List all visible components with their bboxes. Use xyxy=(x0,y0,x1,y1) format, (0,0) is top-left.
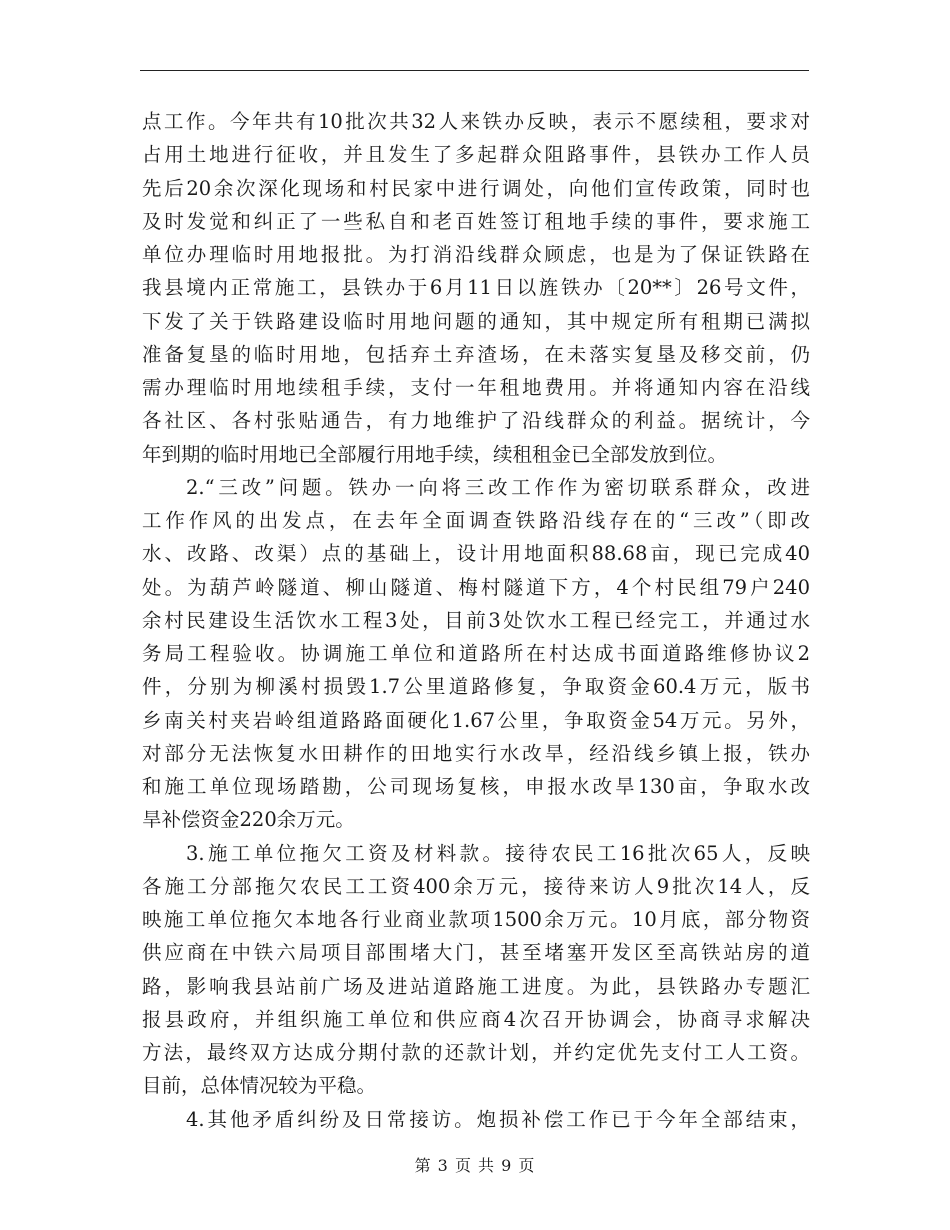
text-line: 点工作。今年共有10批次共32人来铁办反映，表示不愿续租，要求对 xyxy=(142,110,810,133)
text-line: 4.其他矛盾纠纷及日常接访。炮损补偿工作已于今年全部结束， xyxy=(186,1107,810,1131)
text-line: 映施工单位拖欠本地各行业商业款项1500余万元。10月底，部分物资 xyxy=(142,908,810,931)
text-line: 方法，最终双方达成分期付款的还款计划，并约定优先支付工人工资。 xyxy=(142,1041,810,1064)
text-line: 务局工程验收。协调施工单位和道路所在村达成书面道路维修协议2 xyxy=(142,642,810,665)
text-line: 准备复垦的临时用地，包括弃土弃渣场，在未落实复垦及移交前，仍 xyxy=(142,342,810,366)
text-line: 件，分别为柳溪村损毁1.7公里道路修复，争取资金60.4万元，版书 xyxy=(142,675,810,699)
text-line: 各施工分部拖欠农民工工资400余万元，接待来访人9批次14人，反 xyxy=(142,874,810,898)
text-line: 需办理临时用地续租手续，支付一年租地费用。并将通知内容在沿线 xyxy=(142,376,810,399)
page-footer: 第 3 页 共 9 页 xyxy=(414,1156,536,1175)
text-line: 水、改路、改渠）点的基础上，设计用地面积88.68亩，现已完成40 xyxy=(142,542,810,566)
text-line: 路，影响我县站前广场及进站道路施工进度。为此，县铁路办专题汇 xyxy=(142,974,810,998)
text-line: 余村民建设生活饮水工程3处，目前3处饮水工程已经完工，并通过水 xyxy=(142,608,810,632)
text-line: 对部分无法恢复水田耕作的田地实行水改旱，经沿线乡镇上报，铁办 xyxy=(142,741,810,765)
text-line: 供应商在中铁六局项目部围堵大门，甚至堵塞开发区至高铁站房的道 xyxy=(142,941,810,965)
text-line: 2.“三改”问题。铁办一向将三改工作作为密切联系群众，改进 xyxy=(186,475,810,499)
text-line: 目前，总体情况较为平稳。 xyxy=(142,1074,377,1098)
text-line: 下发了关于铁路建设临时用地问题的通知，其中规定所有租期已满拟 xyxy=(142,309,810,333)
text-line: 处。为葫芦岭隧道、柳山隧道、梅村隧道下方，4个村民组79户240 xyxy=(142,575,810,599)
header-rule xyxy=(140,70,809,71)
text-line: 先后20余次深化现场和村民家中进行调处，向他们宣传政策，同时也 xyxy=(142,176,810,200)
document-body xyxy=(142,105,810,1136)
text-line: 报县政府，并组织施工单位和供应商4次召开协调会，协商寻求解决 xyxy=(142,1007,810,1031)
text-line: 占用土地进行征收，并且发生了多起群众阻路事件，县铁办工作人员 xyxy=(142,143,810,167)
text-line: 3.施工单位拖欠工资及材料款。接待农民工16批次65人，反映 xyxy=(186,841,810,865)
text-line: 及时发觉和纠正了一些私自和老百姓签订租地手续的事件，要求施工 xyxy=(142,209,810,233)
text-line: 乡南关村夹岩岭组道路路面硬化1.67公里，争取资金54万元。另外， xyxy=(142,708,810,732)
text-line: 和施工单位现场踏勘，公司现场复核，申报水改旱130亩，争取水改 xyxy=(142,775,810,798)
text-line: 单位办理临时用地报批。为打消沿线群众顾虑，也是为了保证铁路在 xyxy=(142,243,810,266)
text-line: 旱补偿资金220余万元。 xyxy=(142,808,355,832)
text-line: 我县境内正常施工，县铁办于6月11日以旌铁办〔20**〕26号文件， xyxy=(142,276,810,300)
text-line: 各社区、各村张贴通告，有力地维护了沿线群众的利益。据统计，今 xyxy=(142,409,810,433)
text-line: 工作作风的出发点，在去年全面调查铁路沿线存在的“三改”（即改 xyxy=(142,509,810,532)
text-line: 年到期的临时用地已全部履行用地手续，续租租金已全部发放到位。 xyxy=(142,442,728,466)
